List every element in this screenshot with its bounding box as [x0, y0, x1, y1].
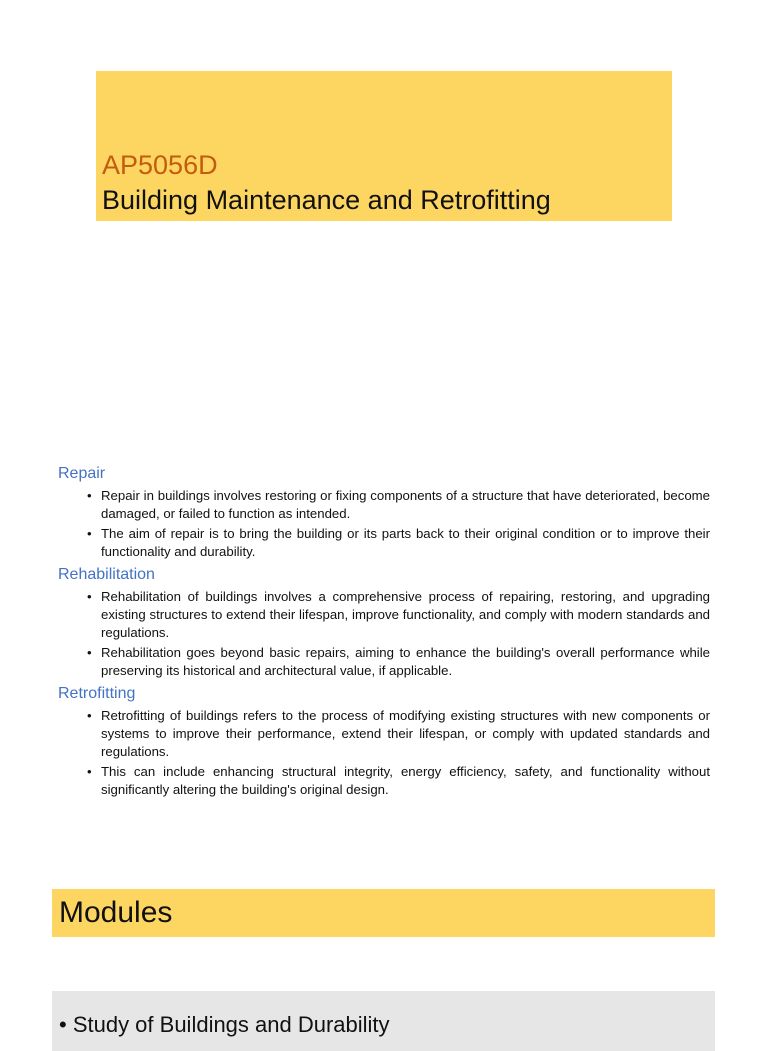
list-item: • This can include enhancing structural integrity, energy efficiency, safety, and functionality without significantly altering the building's original design.: [87, 763, 710, 798]
list-item: • Retrofitting of buildings refers to the process of modifying existing structures with new components or systems to improve their performance, extend their lifespan, or comply with updated standards and regulations.: [87, 707, 710, 760]
retrofitting-heading: Retrofitting: [58, 685, 136, 703]
course-title: Building Maintenance and Retrofitting: [102, 185, 551, 215]
module-list: [52, 991, 715, 1051]
modules-header: [52, 889, 715, 937]
repair-heading: Repair: [58, 465, 106, 482]
modules-title: Modules: [59, 896, 173, 929]
list-item: • The aim of repair is to bring the building or its parts back to their original condition or to improve their functionality and durability.: [87, 525, 710, 560]
retrofitting-bullet-list: [58, 707, 710, 798]
module-item: • Study of Buildings and Durability: [59, 1012, 390, 1037]
title-slide: [96, 71, 672, 221]
list-item: • Rehabilitation of buildings involves a comprehensive process of repairing, restoring, and upgrading existing structures to extend their lifespan, improve functionality, and comply with modern standards and regulations.: [87, 588, 710, 641]
rehabilitation-bullet-list: [58, 588, 710, 679]
rehabilitation-heading: Rehabilitation: [58, 566, 155, 584]
list-item: • Repair in buildings involves restoring or fixing components of a structure that have deteriorated, become damaged, or failed to function as intended.: [87, 487, 710, 522]
course-code: AP5056D: [102, 150, 218, 180]
definitions-section: [58, 463, 710, 802]
list-item: • Rehabilitation goes beyond basic repairs, aiming to enhance the building's overall performance while preserving its historical and architectural value, if applicable.: [87, 644, 710, 679]
repair-bullet-list: [58, 487, 710, 560]
